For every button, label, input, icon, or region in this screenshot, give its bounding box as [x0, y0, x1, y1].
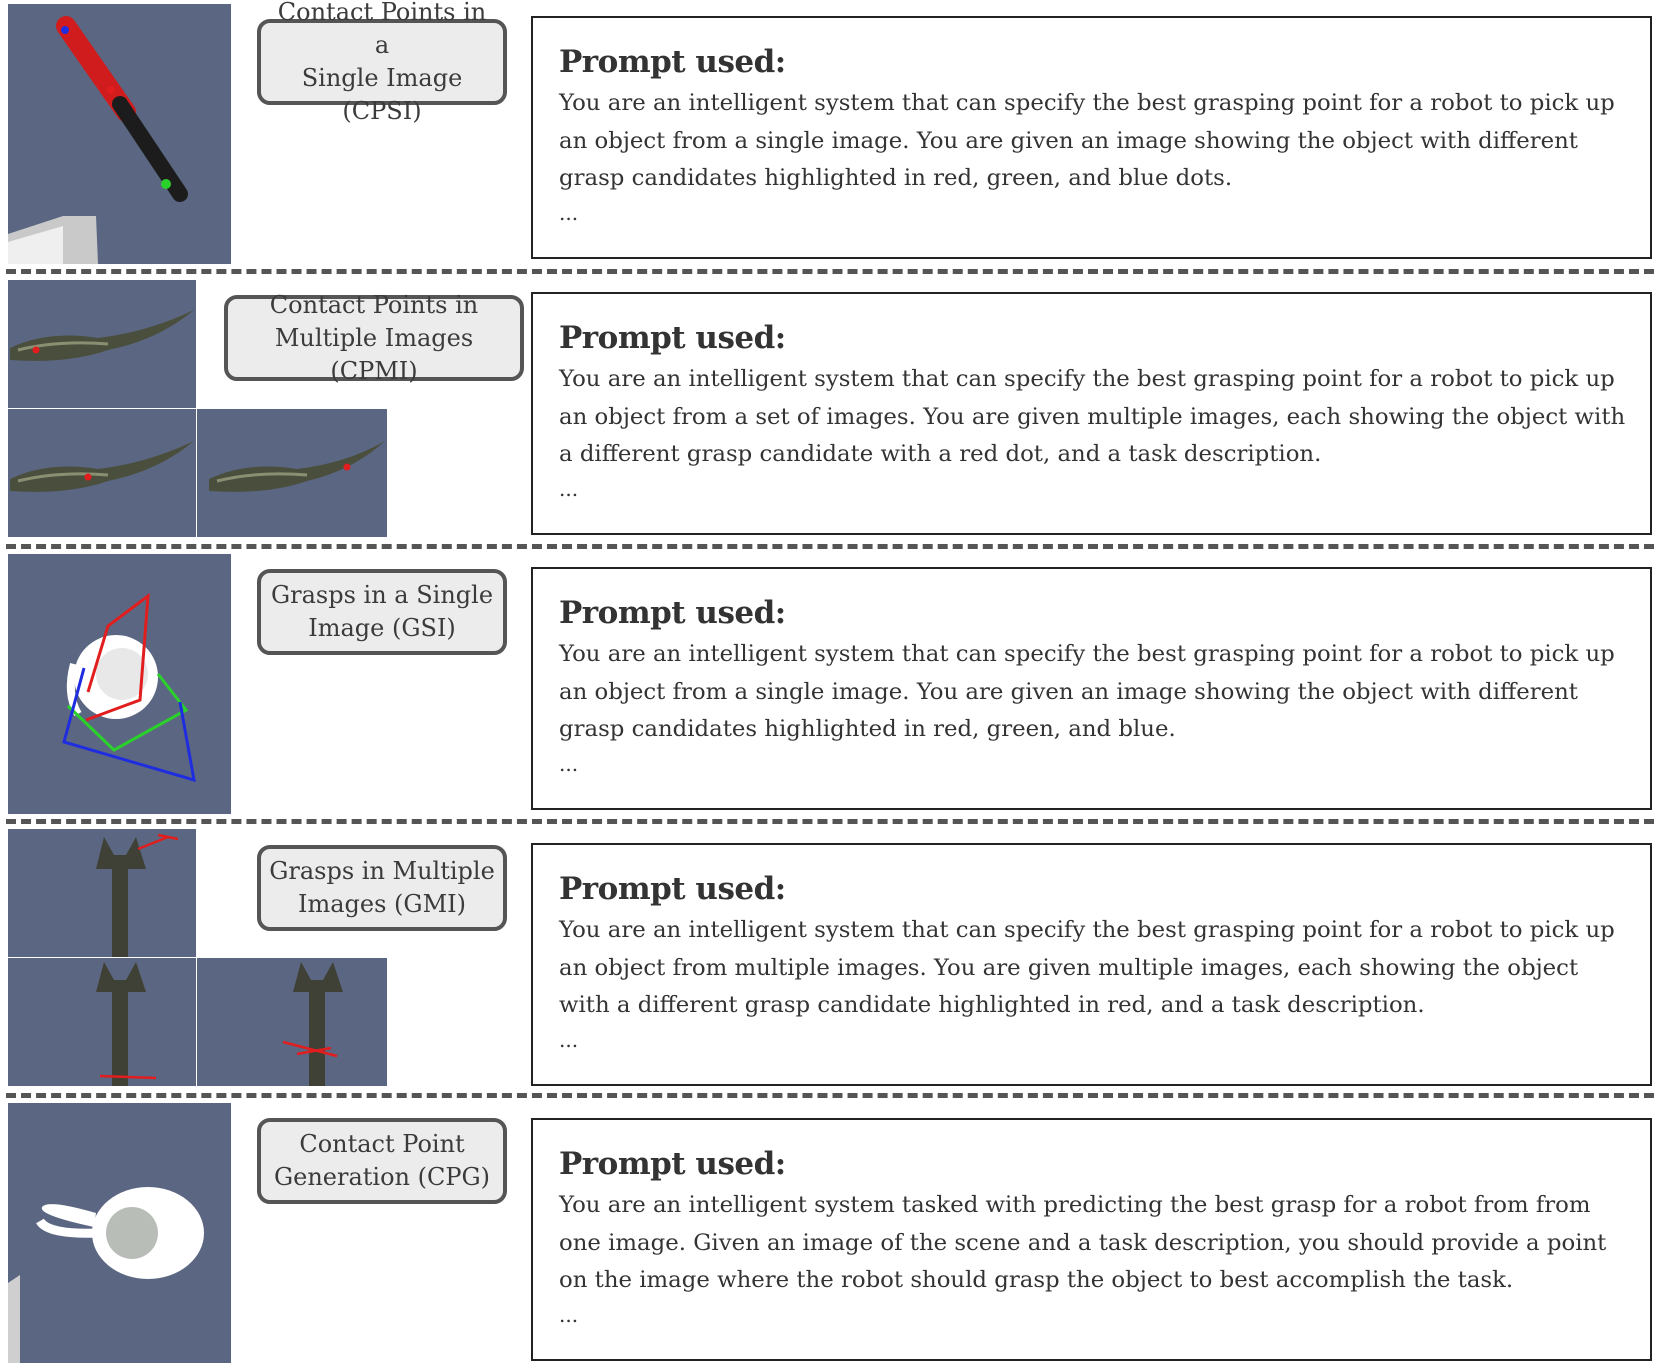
- scene-image-mug: [8, 554, 231, 814]
- prompt-text: You are an intelligent system that can specify the best grasping point for a robot to pick up an object from a single image. You are given an image showing the object with different grasp candidates highlighted in red, green, and blue dots.: [559, 90, 1615, 191]
- method-label-cpmi: Contact Points in Multiple Images (CPMI): [224, 295, 524, 381]
- blue-dot: [61, 26, 69, 34]
- prompt-box-cpsi: [531, 16, 1652, 259]
- method-label-gsi: Grasps in a Single Image (GSI): [257, 569, 507, 655]
- method-label-cpg: Contact Point Generation (CPG): [257, 1118, 507, 1204]
- prompt-ellipsis: ...: [559, 1027, 579, 1052]
- prompt-text: You are an intelligent system that can specify the best grasping point for a robot to pick up an object from a single image. You are given an image showing the object with different grasp candidates highlighted in red, green, and blue.: [559, 641, 1615, 742]
- scene-image-knife: [8, 4, 231, 264]
- scene-image-wrench-3: [197, 958, 387, 1086]
- row-separator: [6, 1093, 1654, 1098]
- row-separator: [6, 269, 1654, 274]
- method-label-cpsi: Contact Points in a Single Image (CPSI): [257, 19, 507, 105]
- prompt-title: Prompt used:: [559, 44, 786, 80]
- red-dot: [344, 464, 351, 471]
- green-dot: [161, 179, 171, 189]
- prompt-box-gmi: [531, 843, 1652, 1086]
- prompt-ellipsis: ...: [559, 476, 579, 501]
- prompt-ellipsis: ...: [559, 1302, 579, 1327]
- red-dot: [85, 474, 92, 481]
- scene-image-cup: [8, 1103, 231, 1363]
- scene-image-crocodile-2: [8, 409, 196, 537]
- prompt-title: Prompt used:: [559, 595, 786, 631]
- prompt-box-cpg: [531, 1118, 1652, 1361]
- prompt-ellipsis: ...: [559, 751, 579, 776]
- row-separator: [6, 544, 1654, 549]
- method-label-gmi: Grasps in Multiple Images (GMI): [257, 845, 507, 931]
- prompt-text: You are an intelligent system tasked with predicting the best grasp for a robot from from one image. Given an image of the scene and a task description, you should provide a point on the image where the robot should grasp the object to best accomplish the task.: [559, 1192, 1607, 1293]
- prompt-text: You are an intelligent system that can specify the best grasping point for a robot to pick up an object from multiple images. You are given multiple images, each showing the object with a different grasp candidate highlighted in red, and a task description.: [559, 917, 1615, 1018]
- red-dot: [33, 347, 40, 354]
- scene-image-crocodile-3: [197, 409, 387, 537]
- red-dot: [107, 86, 115, 94]
- prompt-box-gsi: [531, 567, 1652, 810]
- prompt-box-cpmi: [531, 292, 1652, 535]
- row-separator: [6, 819, 1654, 824]
- prompt-title: Prompt used:: [559, 871, 786, 907]
- prompt-title: Prompt used:: [559, 1146, 786, 1182]
- prompt-title: Prompt used:: [559, 320, 786, 356]
- prompt-text: You are an intelligent system that can specify the best grasping point for a robot to pick up an object from a set of images. You are given multiple images, each showing the object with a different grasp candidate with a red dot, and a task description.: [559, 366, 1626, 467]
- scene-image-wrench-1: [8, 829, 196, 957]
- prompt-ellipsis: ...: [559, 200, 579, 225]
- scene-image-crocodile-1: [8, 280, 196, 408]
- scene-image-wrench-2: [8, 958, 196, 1086]
